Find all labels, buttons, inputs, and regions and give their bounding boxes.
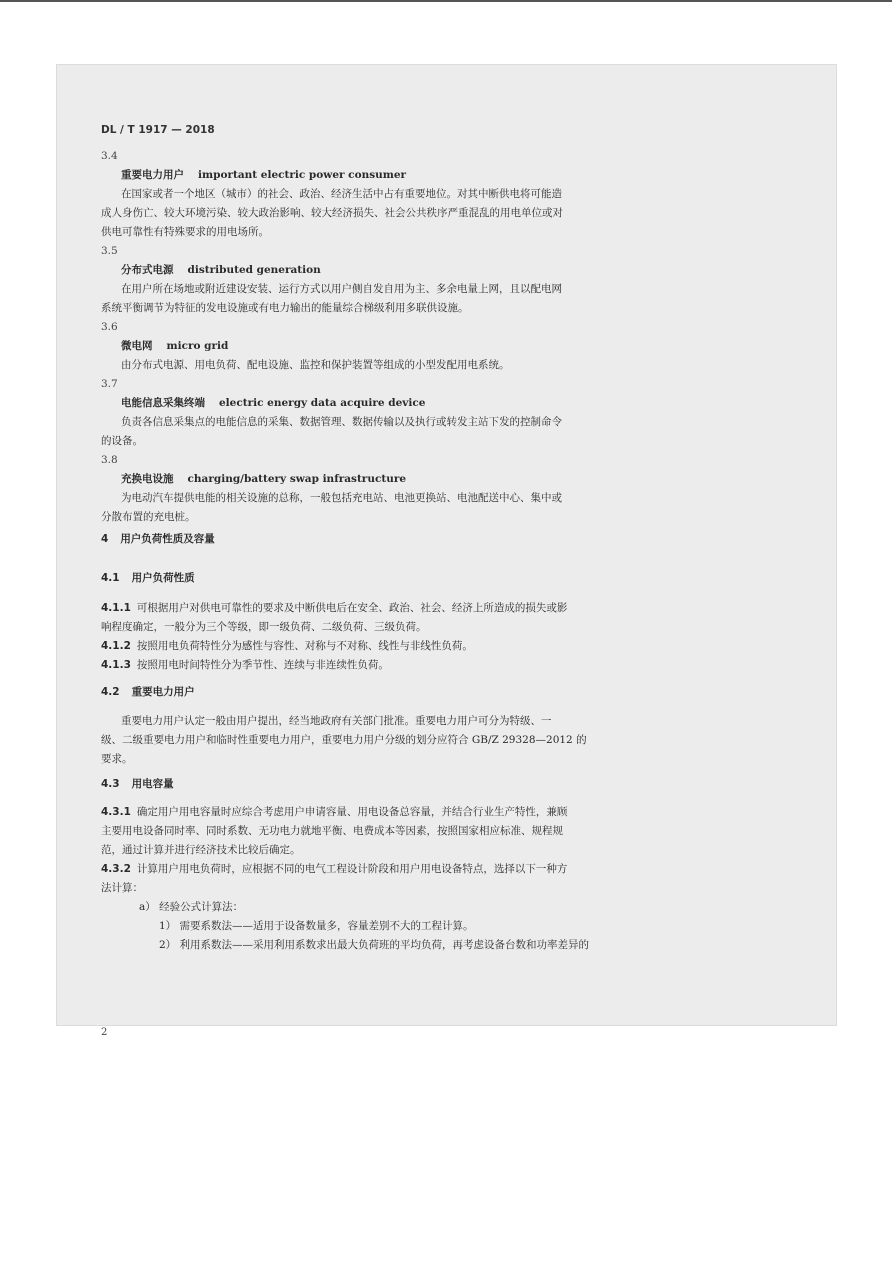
clause-number: 4.3.2	[101, 863, 131, 875]
term-definition-line: 系统平衡调节为特征的发电设施或有电力输出的能量综合梯级利用多联供设施。	[101, 302, 469, 314]
term-number: 3.6	[101, 321, 118, 333]
term-definition-line: 在用户所在场地或附近建设安装、运行方式以用户侧自发自用为主、多余电量上网，且以配电网	[121, 283, 562, 295]
term-en: micro grid	[166, 340, 229, 352]
clause-4-3-2	[101, 860, 721, 955]
term-en: important electric power consumer	[198, 169, 407, 181]
section-number: 4	[101, 533, 109, 545]
clause-line	[101, 637, 721, 656]
paragraph-4-2	[101, 712, 721, 769]
clause-4-1-3	[101, 656, 721, 675]
term-3-6	[101, 318, 721, 375]
clause-4-3-1	[101, 803, 721, 860]
term-definition-line: 由分布式电源、用电负荷、配电设施、监控和保护装置等组成的小型发配用电系统。	[121, 359, 510, 371]
top-rule	[0, 0, 892, 2]
term-definition-line: 负责各信息采集点的电能信息的采集、数据管理、数据传输以及执行或转发主站下发的控制命令	[121, 416, 562, 428]
section-heading-4-1	[101, 569, 721, 588]
term-cn: 分布式电源	[121, 264, 174, 276]
clause-line	[101, 860, 721, 879]
clause-line: 法计算：	[101, 882, 143, 894]
clause-text: 按照用电负荷特性分为感性与容性、对称与不对称、线性与非线性负荷。	[136, 640, 473, 652]
clause-text: 可根据用户对供电可靠性的要求及中断供电后在安全、政治、社会、经济上所造成的损失或影	[136, 602, 568, 614]
term-definition-line: 在国家或者一个地区（城市）的社会、政治、经济生活中占有重要地位。对其中断供电将可能造	[121, 188, 562, 200]
clause-line	[101, 599, 721, 618]
paragraph-line: 重要电力用户认定一般由用户提出，经当地政府有关部门批准。重要电力用户可分为特级、一	[121, 715, 552, 727]
term-definition-line: 分散布置的充电桩。	[101, 511, 196, 523]
clause-text: 确定用户用电容量时应综合考虑用户申请容量、用电设备总容量，并结合行业生产特性，兼顾	[136, 806, 568, 818]
term-title	[101, 394, 721, 413]
term-cn: 电能信息采集终端	[121, 397, 205, 409]
section-number: 4.1	[101, 572, 120, 584]
term-title	[101, 470, 721, 489]
section-title: 用电容量	[131, 778, 174, 790]
term-number: 3.8	[101, 454, 118, 466]
clause-text: 计算用户用电负荷时，应根据不同的电气工程设计阶段和用户用电设备特点，选择以下一种方	[136, 863, 568, 875]
term-3-5	[101, 242, 721, 318]
term-number: 3.4	[101, 150, 118, 162]
section-heading-4	[101, 530, 721, 549]
section-heading-4-2	[101, 683, 721, 702]
page-number: 2	[101, 1027, 108, 1038]
term-en: distributed generation	[187, 264, 321, 276]
clause-4-1-2	[101, 637, 721, 656]
list-item-a: a） 经验公式计算法：	[139, 901, 244, 913]
term-cn: 微电网	[121, 340, 153, 352]
list-item-1: 1） 需要系数法——适用于设备数量多，容量差别不大的工程计算。	[159, 920, 474, 932]
section-heading-4-3	[101, 775, 721, 794]
term-number: 3.7	[101, 378, 118, 390]
section-title: 用户负荷性质	[131, 572, 195, 584]
clause-text: 按照用电时间特性分为季节性、连续与非连续性负荷。	[136, 659, 389, 671]
standard-header: DL / T 1917 — 2018	[101, 124, 215, 136]
term-cn: 重要电力用户	[121, 169, 184, 181]
term-title	[101, 261, 721, 280]
clause-line: 主要用电设备同时率、同时系数、无功电力就地平衡、电费成本等因素，按照国家相应标准、规程规	[101, 825, 563, 837]
section-title: 用户负荷性质及容量	[120, 533, 215, 545]
clause-4-1-1	[101, 599, 721, 637]
section-number: 4.2	[101, 686, 120, 698]
term-definition-line: 成人身伤亡、较大环境污染、较大政治影响、较大经济损失、社会公共秩序严重混乱的用电单位或对	[101, 207, 563, 219]
term-definition-line: 的设备。	[101, 435, 143, 447]
term-number: 3.5	[101, 245, 118, 257]
section-title: 重要电力用户	[131, 686, 195, 698]
clause-number: 4.1.1	[101, 602, 131, 614]
paragraph-line: 要求。	[101, 753, 133, 765]
clause-line	[101, 803, 721, 822]
section-number: 4.3	[101, 778, 120, 790]
clause-line	[101, 656, 721, 675]
term-definition-line: 供电可靠性有特殊要求的用电场所。	[101, 226, 269, 238]
term-title	[101, 337, 721, 356]
list-item-2: 2） 利用系数法——采用利用系数求出最大负荷班的平均负荷，再考虑设备台数和功率差异的	[159, 939, 590, 951]
clause-line: 范，通过计算并进行经济技术比较后确定。	[101, 844, 301, 856]
term-3-7	[101, 375, 721, 451]
term-3-8	[101, 451, 721, 527]
clause-number: 4.3.1	[101, 806, 131, 818]
paragraph-line: 级、二级重要电力用户和临时性重要电力用户，重要电力用户分级的划分应符合 GB/Z 29328—2012 的	[101, 734, 587, 746]
term-en: electric energy data acquire device	[219, 397, 426, 409]
clause-number: 4.1.2	[101, 640, 131, 652]
term-cn: 充换电设施	[121, 473, 174, 485]
term-definition-line: 为电动汽车提供电能的相关设施的总称，一般包括充电站、电池更换站、电池配送中心、集中或	[121, 492, 562, 504]
clause-number: 4.1.3	[101, 659, 131, 671]
term-3-4	[101, 147, 721, 242]
term-en: charging/battery swap infrastructure	[187, 473, 407, 485]
document-page	[56, 64, 837, 1038]
clause-line: 响程度确定，一般分为三个等级，即一级负荷、二级负荷、三级负荷。	[101, 621, 427, 633]
term-title	[101, 166, 721, 185]
